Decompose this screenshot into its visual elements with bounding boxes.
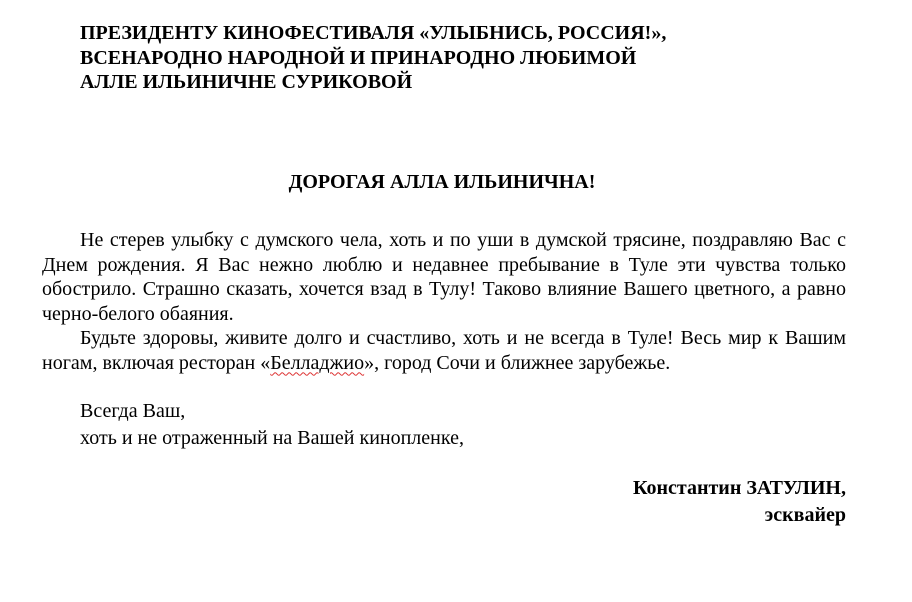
signature-block <box>633 475 846 529</box>
body-paragraph-1: Не стерев улыбку с думского чела, хоть и по уши в думской трясине, поздравляю Вас с Днем рождения. Я Вас нежно люблю и недавнее пребывание в Туле эти чувства только обострило. Страшно сказать, хочется взад в Тулу! Таково влияние Вашего цветного, а равно черно-белого обаяния. <box>42 229 846 325</box>
signature-title: эсквайер <box>764 504 846 526</box>
letter-body <box>42 228 846 375</box>
signature-name: Константин ЗАТУЛИН, <box>632 477 846 499</box>
paragraph-2-text-start: Будьте здоровы, живите долго и счастливо, хоть и не всегда в Туле! Весь мир к Вашим ногам, включая ресторан « <box>42 327 846 374</box>
paragraph-2-text-end: », город Сочи и ближнее зарубежье. <box>364 351 671 374</box>
closing-line-1: Всегда Ваш, <box>80 400 186 422</box>
closing-block <box>80 398 780 452</box>
spellcheck-flagged-word[interactable]: Белладжио <box>270 351 365 374</box>
closing-line-2: хоть и не отраженный на Вашей кинопленке, <box>80 427 464 449</box>
addressee-line-1: ПРЕЗИДЕНТУ КИНОФЕСТИВАЛЯ «УЛЫБНИСЬ, РОССИЯ!», <box>80 22 667 44</box>
addressee-line-3: АЛЛЕ ИЛЬИНИЧНЕ СУРИКОВОЙ <box>80 71 413 93</box>
salutation: ДОРОГАЯ АЛЛА ИЛЬИНИЧНА! <box>288 171 596 193</box>
addressee-line-2: ВСЕНАРОДНО НАРОДНОЙ И ПРИНАРОДНО ЛЮБИМОЙ <box>80 46 637 69</box>
body-paragraph-2 <box>42 326 846 375</box>
addressee-block <box>80 21 800 95</box>
